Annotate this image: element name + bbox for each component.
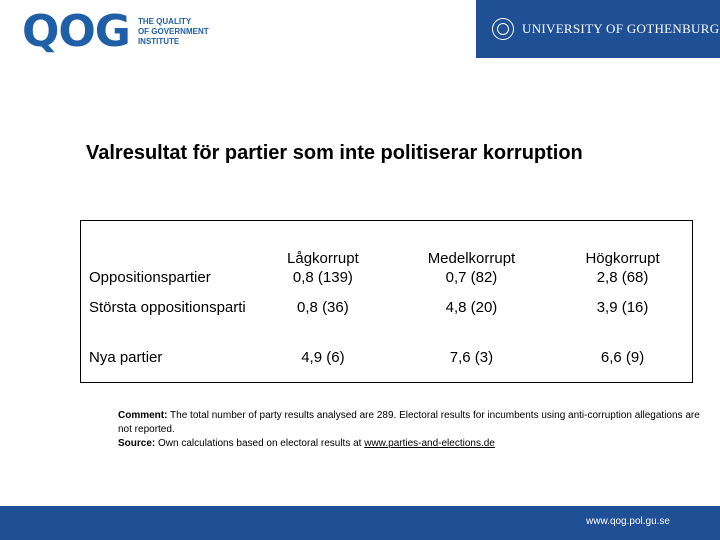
qog-logo-line-1: THE QUALITY (137, 17, 192, 26)
footer-url[interactable]: www.qog.pol.gu.se (586, 516, 670, 527)
footer-bar (0, 506, 720, 540)
source-link[interactable]: www.parties-and-elections.de (364, 438, 495, 449)
column-header-hogkorrupt: Högkorrupt (585, 250, 660, 267)
university-banner (476, 0, 720, 58)
row-label: Största oppositionsparti (89, 299, 246, 316)
slide-title: Valresultat för partier som inte politiserar korruption (86, 142, 583, 164)
comment-text: The total number of party results analysed are 289. Electoral results for incumbents using anti-corruption allegations are not reported. (118, 410, 700, 435)
qog-logo-text (138, 17, 209, 47)
comment-label: Comment: (118, 410, 168, 421)
table-cell: 3,9 (16) (596, 299, 649, 316)
qog-logo (22, 6, 209, 57)
table-cell: 2,8 (68) (596, 269, 649, 286)
university-name: UNIVERSITY OF GOTHENBURG (522, 21, 720, 36)
source-note (118, 437, 703, 451)
table-cell: 0,8 (139) (292, 269, 353, 286)
table-row (81, 299, 693, 349)
university-seal-icon (492, 18, 514, 40)
table-cell: 7,6 (3) (449, 349, 494, 366)
row-label: Oppositionspartier (89, 269, 211, 286)
column-header-lagkorrupt: Lågkorrupt (287, 250, 359, 267)
table-notes (118, 409, 703, 451)
row-label: Nya partier (89, 349, 163, 366)
qog-logo-line-3: INSTITUTE (137, 37, 180, 46)
table-cell: 4,8 (20) (445, 299, 498, 316)
table-header-row (81, 221, 693, 270)
source-label: Source: (118, 438, 156, 449)
table-cell: 6,6 (9) (600, 349, 645, 366)
comment-note (118, 409, 703, 437)
table-cell: 0,8 (36) (297, 299, 349, 316)
table-row (81, 269, 693, 299)
source-text: Own calculations based on electoral results at (155, 438, 365, 449)
qog-logo-mark: QOG (22, 6, 130, 57)
results-table (80, 220, 693, 383)
table-corner-cell (81, 221, 257, 270)
table-row (81, 349, 693, 383)
table-cell: 0,7 (82) (445, 269, 498, 286)
column-header-medelkorrupt: Medelkorrupt (427, 250, 516, 267)
table-cell: 4,9 (6) (301, 349, 345, 366)
qog-logo-line-2: OF GOVERNMENT (137, 27, 209, 36)
